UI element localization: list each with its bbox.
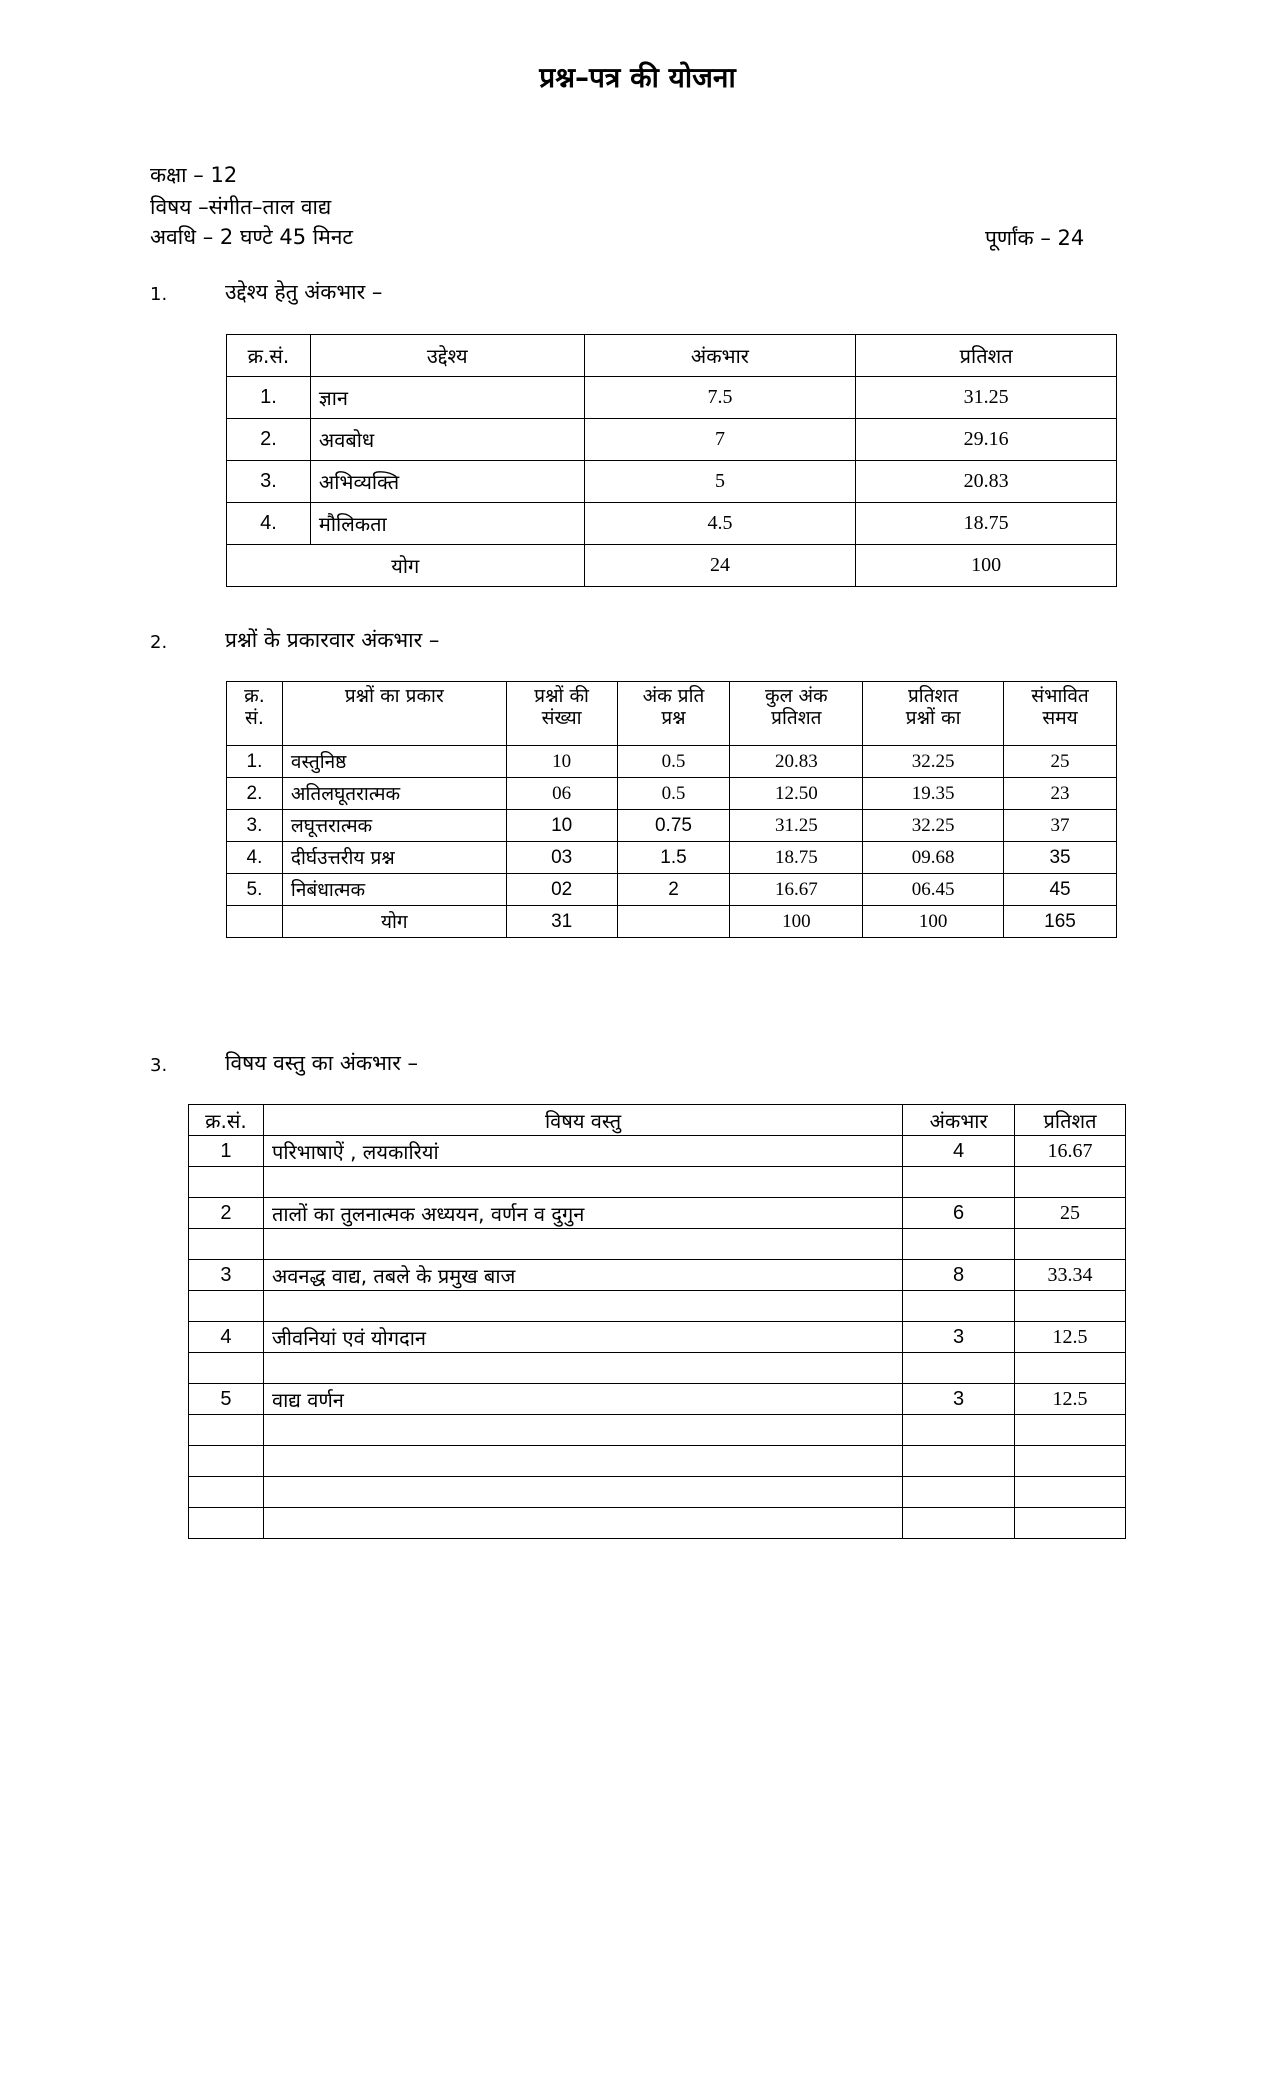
- percent-cell: 12.5: [1015, 1384, 1126, 1415]
- subject-line: विषय –संगीत–ताल वाद्य: [150, 195, 332, 219]
- topic-cell: तालों का तुलनात्मक अध्ययन, वर्णन व दुगुन: [263, 1198, 902, 1229]
- header-cell: अंकभार: [903, 1105, 1015, 1136]
- percent-cell: 20.83: [856, 461, 1117, 503]
- percent-cell: [1015, 1477, 1126, 1508]
- time-cell: 45: [1004, 874, 1117, 906]
- section2-number: 2.: [150, 632, 168, 653]
- marks-cell: [903, 1229, 1015, 1260]
- topic-cell: वाद्य वर्णन: [263, 1384, 902, 1415]
- marks-cell: 7: [584, 419, 856, 461]
- table-row: [227, 842, 1117, 874]
- marks-cell: [903, 1167, 1015, 1198]
- table-row: [189, 1291, 1126, 1322]
- section2-title: प्रश्नों के प्रकारवार अंकभार –: [225, 628, 440, 652]
- question-percent-cell: 06.45: [863, 874, 1004, 906]
- question-percent-cell: 32.25: [863, 746, 1004, 778]
- header-cell: संभावित समय: [1004, 682, 1117, 746]
- table-row: [189, 1384, 1126, 1415]
- percent-cell: [1015, 1353, 1126, 1384]
- serial-cell: [189, 1508, 264, 1539]
- table-row: [227, 377, 1117, 419]
- marks-per-question-cell: 2: [617, 874, 730, 906]
- table-row: [227, 746, 1117, 778]
- header-cell: क्र.सं.: [227, 335, 311, 377]
- marks-cell: 6: [903, 1198, 1015, 1229]
- page-title: प्रश्न–पत्र की योजना: [539, 61, 736, 94]
- table-row: [227, 419, 1117, 461]
- header-cell: उद्देश्य: [310, 335, 584, 377]
- section1-number: 1.: [150, 284, 168, 305]
- question-type-cell: दीर्घउत्तरीय प्रश्न: [282, 842, 506, 874]
- percent-cell: [1015, 1291, 1126, 1322]
- marks-cell: 5: [584, 461, 856, 503]
- topic-cell: [263, 1353, 902, 1384]
- table-row: [189, 1198, 1126, 1229]
- question-percent-cell: 32.25: [863, 810, 1004, 842]
- section1-title: उद्देश्य हेतु अंकभार –: [225, 280, 383, 304]
- objective-cell: ज्ञान: [310, 377, 584, 419]
- serial-cell: 2.: [227, 419, 311, 461]
- table-row: [189, 1446, 1126, 1477]
- serial-cell: 5.: [227, 874, 283, 906]
- time-cell: 37: [1004, 810, 1117, 842]
- serial-cell: 4.: [227, 842, 283, 874]
- percent-cell: [1015, 1508, 1126, 1539]
- time-cell: 25: [1004, 746, 1117, 778]
- objective-cell: मौलिकता: [310, 503, 584, 545]
- table-row: [227, 778, 1117, 810]
- marks-cell: [903, 1446, 1015, 1477]
- percent-cell: [1015, 1446, 1126, 1477]
- total-row: [227, 906, 1117, 938]
- total-row: [227, 545, 1117, 587]
- percent-cell: 25: [1015, 1198, 1126, 1229]
- marks-per-question-cell: 0.75: [617, 810, 730, 842]
- serial-cell: 2.: [227, 778, 283, 810]
- table-row: [227, 874, 1117, 906]
- topic-cell: [263, 1291, 902, 1322]
- total-label: योग: [282, 906, 506, 938]
- percent-cell: [1015, 1415, 1126, 1446]
- percent-cell: [1015, 1167, 1126, 1198]
- objective-weightage-table: [226, 334, 1117, 587]
- percent-cell: 18.75: [856, 503, 1117, 545]
- time-cell: 23: [1004, 778, 1117, 810]
- marks-cell: [903, 1477, 1015, 1508]
- count-cell: 02: [506, 874, 617, 906]
- header-cell: अंक प्रति प्रश्न: [617, 682, 730, 746]
- header-cell: कुल अंक प्रतिशत: [730, 682, 863, 746]
- question-type-cell: वस्तुनिष्ठ: [282, 746, 506, 778]
- percent-cell: [1015, 1229, 1126, 1260]
- topic-cell: [263, 1477, 902, 1508]
- table-row: [189, 1260, 1126, 1291]
- total-marks: 24: [584, 545, 856, 587]
- question-type-cell: निबंधात्मक: [282, 874, 506, 906]
- serial-cell: 4.: [227, 503, 311, 545]
- topic-cell: [263, 1167, 902, 1198]
- serial-cell: 5: [189, 1384, 264, 1415]
- marks-cell: 7.5: [584, 377, 856, 419]
- topic-cell: परिभाषाऐं , लयकारियां: [263, 1136, 902, 1167]
- table-row: [189, 1415, 1126, 1446]
- marks-cell: 8: [903, 1260, 1015, 1291]
- serial-cell: 3: [189, 1260, 264, 1291]
- count-cell: 06: [506, 778, 617, 810]
- objective-cell: अभिव्यक्ति: [310, 461, 584, 503]
- table-row: [189, 1322, 1126, 1353]
- total-percent-cell: 31.25: [730, 810, 863, 842]
- serial-cell: [189, 1477, 264, 1508]
- percent-cell: 31.25: [856, 377, 1117, 419]
- serial-cell: 4: [189, 1322, 264, 1353]
- full-marks: पूर्णांक – 24: [985, 226, 1085, 250]
- percent-cell: 12.5: [1015, 1322, 1126, 1353]
- total-per: [617, 906, 730, 938]
- total-count: 31: [506, 906, 617, 938]
- serial-cell: [189, 1415, 264, 1446]
- count-cell: 10: [506, 810, 617, 842]
- class-line: कक्षा – 12: [150, 163, 238, 187]
- table-row: [189, 1353, 1126, 1384]
- marks-per-question-cell: 0.5: [617, 778, 730, 810]
- percent-cell: 29.16: [856, 419, 1117, 461]
- content-weightage-table: [188, 1104, 1126, 1539]
- question-type-cell: लघूत्तरात्मक: [282, 810, 506, 842]
- header-cell: प्रतिशत: [1015, 1105, 1126, 1136]
- serial-cell: [189, 1229, 264, 1260]
- marks-per-question-cell: 1.5: [617, 842, 730, 874]
- table-row: [189, 1508, 1126, 1539]
- topic-cell: [263, 1229, 902, 1260]
- marks-cell: [903, 1353, 1015, 1384]
- marks-cell: [903, 1508, 1015, 1539]
- duration-line: अवधि – 2 घण्टे 45 मिनट: [150, 225, 354, 249]
- topic-cell: जीवनियां एवं योगदान: [263, 1322, 902, 1353]
- section3-title: विषय वस्तु का अंकभार –: [225, 1051, 418, 1075]
- marks-cell: [903, 1415, 1015, 1446]
- total-percent: 100: [856, 545, 1117, 587]
- question-type-cell: अतिलघूतरात्मक: [282, 778, 506, 810]
- total-percent-cell: 12.50: [730, 778, 863, 810]
- empty-cell: [227, 906, 283, 938]
- question-type-table: [226, 681, 1117, 938]
- marks-cell: 3: [903, 1384, 1015, 1415]
- total-time: 165: [1004, 906, 1117, 938]
- serial-cell: 3.: [227, 810, 283, 842]
- table-row: [227, 461, 1117, 503]
- header-cell: क्र.सं.: [189, 1105, 264, 1136]
- count-cell: 10: [506, 746, 617, 778]
- percent-cell: 16.67: [1015, 1136, 1126, 1167]
- table-header-row: [227, 682, 1117, 746]
- marks-cell: [903, 1291, 1015, 1322]
- table-header-row: [189, 1105, 1126, 1136]
- question-percent-cell: 09.68: [863, 842, 1004, 874]
- objective-cell: अवबोध: [310, 419, 584, 461]
- serial-cell: 1.: [227, 746, 283, 778]
- serial-cell: 1: [189, 1136, 264, 1167]
- serial-cell: 2: [189, 1198, 264, 1229]
- table-row: [189, 1477, 1126, 1508]
- total-percent: 100: [730, 906, 863, 938]
- serial-cell: [189, 1167, 264, 1198]
- serial-cell: 3.: [227, 461, 311, 503]
- header-cell: प्रश्नों की संख्या: [506, 682, 617, 746]
- total-percent-cell: 20.83: [730, 746, 863, 778]
- header-cell: विषय वस्तु: [263, 1105, 902, 1136]
- marks-cell: 4.5: [584, 503, 856, 545]
- total-question-percent: 100: [863, 906, 1004, 938]
- table-row: [189, 1167, 1126, 1198]
- total-percent-cell: 18.75: [730, 842, 863, 874]
- count-cell: 03: [506, 842, 617, 874]
- table-row: [189, 1229, 1126, 1260]
- total-percent-cell: 16.67: [730, 874, 863, 906]
- table-row: [227, 503, 1117, 545]
- header-cell: प्रतिशत प्रश्नों का: [863, 682, 1004, 746]
- time-cell: 35: [1004, 842, 1117, 874]
- table-row: [227, 810, 1117, 842]
- header-cell: प्रश्नों का प्रकार: [282, 682, 506, 746]
- serial-cell: [189, 1291, 264, 1322]
- topic-cell: [263, 1508, 902, 1539]
- marks-per-question-cell: 0.5: [617, 746, 730, 778]
- topic-cell: अवनद्ध वाद्य, तबले के प्रमुख बाज: [263, 1260, 902, 1291]
- table-header-row: [227, 335, 1117, 377]
- serial-cell: [189, 1446, 264, 1477]
- header-cell: क्र. सं.: [227, 682, 283, 746]
- serial-cell: [189, 1353, 264, 1384]
- marks-cell: 4: [903, 1136, 1015, 1167]
- topic-cell: [263, 1415, 902, 1446]
- topic-cell: [263, 1446, 902, 1477]
- total-label: योग: [227, 545, 585, 587]
- percent-cell: 33.34: [1015, 1260, 1126, 1291]
- marks-cell: 3: [903, 1322, 1015, 1353]
- header-cell: प्रतिशत: [856, 335, 1117, 377]
- table-row: [189, 1136, 1126, 1167]
- section3-number: 3.: [150, 1055, 168, 1076]
- question-percent-cell: 19.35: [863, 778, 1004, 810]
- header-cell: अंकभार: [584, 335, 856, 377]
- serial-cell: 1.: [227, 377, 311, 419]
